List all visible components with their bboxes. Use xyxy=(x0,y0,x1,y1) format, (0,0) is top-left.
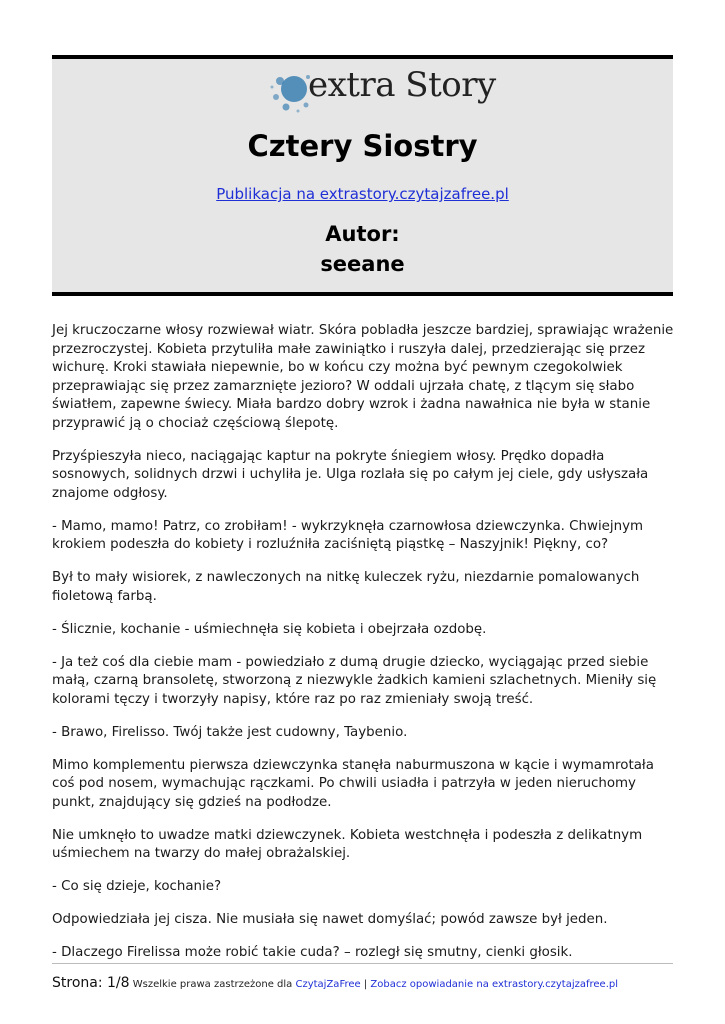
paragraph: - Mamo, mamo! Patrz, co zrobiłam! - wykrzyknęła czarnowłosa dziewczynka. Chwiejnym krokiem podeszła do kobiety i rozluźniła zaciśniętą piąstkę – Naszyjnik! Piękny, co? xyxy=(52,518,644,552)
paragraph: Odpowiedziała jej cisza. Nie musiała się nawet domyślać; powód zawsze był jeden. xyxy=(52,912,608,927)
paragraph: - Dlaczego Firelissa może robić takie cuda? – rozległ się smutny, cienki głosik. xyxy=(52,945,573,960)
paragraph: Przyśpieszyła nieco, naciągając kaptur na pokryte śniegiem włosy. Prędko dopadła sosnowych, solidnych drzwi i uchyliła je. Ulga rozlała się po całym jej ciele, gdy usłyszała znajome odgłosy. xyxy=(52,448,649,501)
rights-text: Wszelkie prawa zastrzeżone dla xyxy=(132,979,293,990)
paragraph: Jej kruczoczarne włosy rozwiewał wiatr. Skóra pobladła jeszcze bardziej, sprawiając wrażenie przezroczystej. Kobieta przytuliła małe zawiniątko i ruszyła dalej, przedzierając się przez wichurę. Kroki stawiała niepewnie, bo w końcu czy można być pewnym czegokolwiek przeprawiając się przez zamarznięte jezioro? W oddali ujrzała chatę, z tlącym się słabo światłem, zapewne świecy. Miała bardzo dobry wzrok i żadna nawałnica nie była w stanie przyprawić ją o chociaż częściową ślepotę. xyxy=(52,323,674,431)
footer-divider xyxy=(52,963,673,964)
paragraph: Nie umknęło to uwadze matki dziewczynek. Kobieta westchnęła i podeszła z delikatnym uśmiechem na twarzy do małej obrażalskiej. xyxy=(52,827,643,861)
document-title: Cztery Siostry xyxy=(247,129,478,163)
czytajzafree-link[interactable]: CzytajZaFree xyxy=(295,979,361,990)
paragraph: - Ślicznie, kochanie - uśmiechnęła się kobieta i obejrzała ozdobę. xyxy=(52,621,487,637)
paragraph: Mimo komplementu pierwsza dziewczynka stanęła naburmuszona w kącie i wymamrotała coś pod nosem, wymachując rączkami. Po chwili usiadła i patrzyła w jeden nieruchomy punkt, znajdujący się gdzieś na podłodze. xyxy=(52,757,654,810)
footer-separator: | xyxy=(363,979,368,990)
page-footer xyxy=(52,975,618,991)
document-header xyxy=(52,55,673,296)
extra-story-logo xyxy=(268,65,496,113)
publication-link[interactable]: Publikacja na extrastory.czytajzafree.pl xyxy=(216,185,509,203)
paragraph: - Co się dzieje, kochanie? xyxy=(52,879,222,894)
paragraph: - Ja też coś dla ciebie mam - powiedziało z dumą drugie dziecko, wyciągając przed siebie małą, czarną bransoletę, stworzoną z niezwykle żadkich kamieni szlachetnych. Mieniły się kolorami tęczy i tworzyły napisy, które raz po raz zmieniały swoją treść. xyxy=(52,654,657,707)
author-label: Autor: xyxy=(325,222,400,246)
author-name: seeane xyxy=(320,252,405,276)
paragraph: Był to mały wisiorek, z nawleczonych na nitkę kuleczek ryżu, niezdarnie pomalowanych fioletową farbą. xyxy=(52,570,640,604)
story-link[interactable]: Zobacz opowiadanie na extrastory.czytajzafree.pl xyxy=(370,979,619,990)
logo-text: extra Story xyxy=(308,65,496,105)
page-number: Strona: 1/8 xyxy=(52,975,130,991)
paragraph: - Brawo, Firelisso. Twój także jest cudowny, Taybenio. xyxy=(52,724,408,740)
story-body xyxy=(52,322,677,977)
